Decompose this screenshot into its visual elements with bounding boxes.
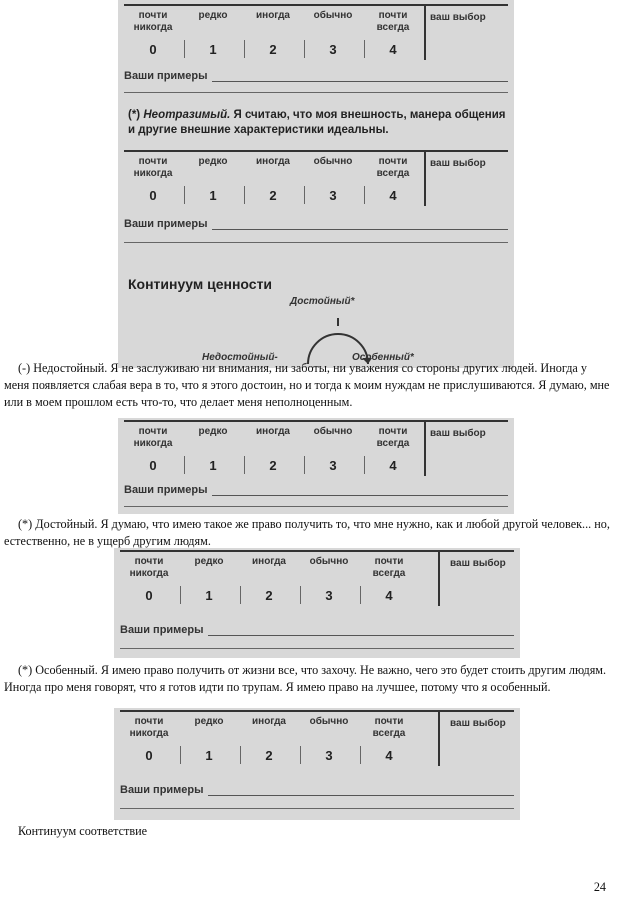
scale-label-almost-never: почти никогда — [129, 556, 169, 579]
scale-number-0: 0 — [149, 42, 157, 57]
scale-tick — [300, 746, 301, 764]
scale-label-sometimes: иногда — [256, 10, 290, 21]
label-worthy: Достойный* — [290, 296, 355, 307]
scale-tick — [300, 586, 301, 604]
scale-label-usually: обычно — [309, 716, 349, 727]
column-divider — [424, 6, 426, 60]
scale-label-sometimes: иногда — [256, 426, 290, 437]
column-divider — [438, 552, 440, 606]
rule-line — [120, 808, 514, 809]
scale-label-rarely: редко — [198, 156, 228, 167]
your-choice-label: ваш выбор — [450, 558, 506, 569]
scale-label-sometimes: иногда — [252, 716, 286, 727]
scale-number-4: 4 — [389, 188, 397, 203]
scale-tick — [364, 186, 365, 204]
your-choice-label: ваш выбор — [430, 12, 486, 23]
rating-scale — [124, 420, 508, 476]
scale-number-4: 4 — [385, 588, 393, 603]
scale-tick — [304, 40, 305, 58]
scale-number-0: 0 — [145, 748, 153, 763]
scale-label-almost-never: почти никогда — [133, 10, 173, 33]
scale-number-1: 1 — [209, 42, 217, 57]
scale-number-1: 1 — [209, 458, 217, 473]
scale-tick — [180, 746, 181, 764]
paragraph-unworthy: (-) Недостойный. Я не заслуживаю ни внимания, ни заботы, ни уважения со стороны других людей. Иногда у меня появляется слабая вера в то, что я этого достоин, но и тогда к моим нуждам не прислушиваются. Я думаю, мне или в моем прошлом есть что-то, что делает меня неполноценным. — [4, 361, 610, 409]
scale-number-2: 2 — [265, 748, 273, 763]
rating-scale — [124, 150, 508, 206]
scale-tick — [184, 456, 185, 474]
scanned-rating-unworthy — [118, 418, 514, 514]
examples-row — [120, 624, 514, 638]
scale-number-1: 1 — [205, 588, 213, 603]
scale-number-1: 1 — [209, 188, 217, 203]
scale-tick — [364, 456, 365, 474]
examples-label: Ваши примеры — [120, 624, 204, 636]
rating-scale — [124, 4, 508, 60]
examples-line — [208, 635, 514, 636]
scale-label-sometimes: иногда — [252, 556, 286, 567]
scale-number-1: 1 — [205, 748, 213, 763]
examples-label: Ваши примеры — [124, 70, 208, 82]
continuum-conformity-title: Континуум соответствие — [18, 824, 148, 838]
scale-number-4: 4 — [389, 458, 397, 473]
rating-scale — [120, 710, 514, 766]
examples-label: Ваши примеры — [120, 784, 204, 796]
scale-number-4: 4 — [385, 748, 393, 763]
scanned-rating-worthy — [114, 548, 520, 658]
scale-tick — [244, 456, 245, 474]
scale-number-0: 0 — [145, 588, 153, 603]
scale-number-2: 2 — [269, 188, 277, 203]
scale-number-3: 3 — [329, 188, 337, 203]
column-divider — [424, 422, 426, 476]
scale-label-usually: обычно — [309, 556, 349, 567]
scale-label-almost-always: почти всегда — [376, 156, 410, 179]
scale-number-4: 4 — [389, 42, 397, 57]
examples-label: Ваши примеры — [124, 484, 208, 496]
scale-label-rarely: редко — [198, 426, 228, 437]
scale-label-rarely: редко — [194, 556, 224, 567]
irresistible-statement — [128, 108, 508, 138]
scale-tick — [184, 40, 185, 58]
scale-label-usually: обычно — [313, 10, 353, 21]
scale-tick — [244, 40, 245, 58]
scale-label-almost-always: почти всегда — [376, 426, 410, 449]
scale-label-almost-never: почти никогда — [133, 156, 173, 179]
examples-line — [212, 81, 508, 82]
rule-line — [124, 506, 508, 507]
scale-tick — [180, 586, 181, 604]
scale-tick — [304, 186, 305, 204]
scale-label-usually: обычно — [313, 426, 353, 437]
examples-line — [212, 229, 508, 230]
scale-label-rarely: редко — [198, 10, 228, 21]
rule-line — [120, 648, 514, 649]
paragraph-special: (*) Особенный. Я имею право получить от жизни все, что захочу. Не важно, чего это будет стоить другим людям. Иногда про меня говорят, что я готов идти по трупам. Я имею право на лучшее, потому что я особенный. — [4, 663, 607, 694]
irresistible-title: Неотразимый. — [143, 109, 231, 121]
scale-tick — [240, 586, 241, 604]
scale-number-2: 2 — [269, 42, 277, 57]
examples-line — [212, 495, 508, 496]
your-choice-label: ваш выбор — [430, 428, 486, 439]
paragraph-worthy: (*) Достойный. Я думаю, что имею такое же право получить то, что мне нужно, как и любой другой человек... но, естественно, не в ущерб другим людям. — [4, 517, 610, 548]
scale-number-3: 3 — [329, 458, 337, 473]
scale-tick — [184, 186, 185, 204]
rule-line — [124, 92, 508, 93]
scale-number-3: 3 — [325, 748, 333, 763]
scale-tick — [360, 586, 361, 604]
rule-line — [124, 242, 508, 243]
scale-number-0: 0 — [149, 188, 157, 203]
scale-label-almost-always: почти всегда — [372, 556, 406, 579]
scale-tick — [304, 456, 305, 474]
your-choice-label: ваш выбор — [430, 158, 486, 169]
scale-number-0: 0 — [149, 458, 157, 473]
scanned-rating-special — [114, 708, 520, 820]
examples-line — [208, 795, 514, 796]
examples-row — [124, 218, 508, 232]
scale-label-almost-never: почти никогда — [133, 426, 173, 449]
scale-label-sometimes: иногда — [256, 156, 290, 167]
examples-label: Ваши примеры — [124, 218, 208, 230]
column-divider — [438, 712, 440, 766]
scale-label-almost-always: почти всегда — [376, 10, 410, 33]
scale-tick — [360, 746, 361, 764]
scale-number-3: 3 — [325, 588, 333, 603]
scale-tick — [364, 40, 365, 58]
rating-scale — [120, 550, 514, 606]
irresistible-text: Я считаю, что моя внешность, манера общения и другие внешние характеристики идеальны. — [128, 109, 506, 136]
examples-row — [124, 70, 508, 84]
label-special: Особенный* — [352, 352, 414, 363]
value-continuum-heading: Континуум ценности — [128, 276, 273, 292]
scale-label-almost-never: почти никогда — [129, 716, 169, 739]
scale-label-rarely: редко — [194, 716, 224, 727]
page-number: 24 — [593, 880, 606, 894]
scale-label-usually: обычно — [313, 156, 353, 167]
scale-number-2: 2 — [269, 458, 277, 473]
scale-label-almost-always: почти всегда — [372, 716, 406, 739]
your-choice-label: ваш выбор — [450, 718, 506, 729]
scale-number-2: 2 — [265, 588, 273, 603]
scale-number-3: 3 — [329, 42, 337, 57]
scanned-excerpt-top — [118, 0, 514, 368]
examples-row — [124, 484, 508, 498]
column-divider — [424, 152, 426, 206]
label-unworthy: Недостойный- — [202, 352, 278, 363]
examples-row — [120, 784, 514, 798]
scale-tick — [240, 746, 241, 764]
irresistible-sign: (*) — [128, 109, 141, 121]
scale-tick — [244, 186, 245, 204]
